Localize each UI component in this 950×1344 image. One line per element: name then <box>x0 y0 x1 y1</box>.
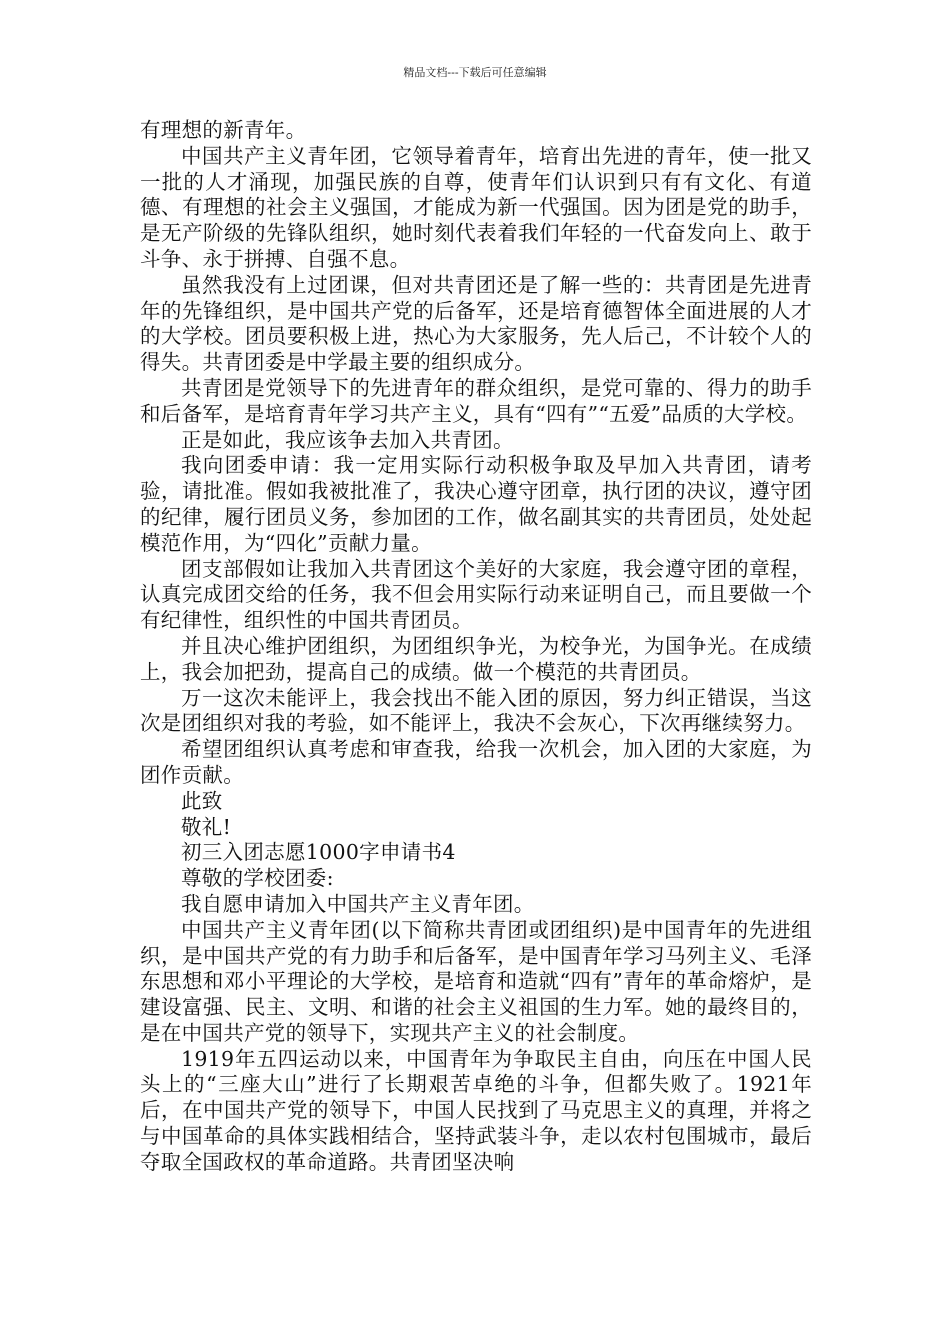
paragraph: 1919年五四运动以来，中国青年为争取民主自由，向压在中国人民头上的“三座大山”进行了长期艰苦卓绝的斗争，但都失败了。1921年后，在中国共产党的领导下，中国人民找到了马克思主义的真理，并将之与中国革命的具体实践相结合，坚持武装斗争，走以农村包围城市，最后夺取全国政权的革命道路。共青团坚决响 <box>140 1046 812 1174</box>
section-title: 初三入团志愿1000字申请书4 <box>181 840 456 865</box>
paragraph: 我自愿申请加入中国共产主义青年团。 <box>181 891 535 916</box>
closing-regards: 敬礼! <box>181 814 232 839</box>
paragraph: 正是如此，我应该争去加入共青团。 <box>181 427 514 452</box>
paragraph: 万一这次未能评上，我会找出不能入团的原因，努力纠正错误，当这次是团组织对我的考验，如不能评上，我决不会灰心，下次再继续努力。 <box>140 685 812 736</box>
paragraph: 我向团委申请：我一定用实际行动积极争取及早加入共青团，请考验，请批准。假如我被批准了，我决心遵守团章，执行团的决议，遵守团的纪律，履行团员义务，参加团的工作，做名副其实的共青团员，处处起模范作用，为“四化”贡献力量。 <box>140 453 812 555</box>
paragraph: 中国共产主义青年团，它领导着青年，培育出先进的青年，使一批又一批的人才涌现，加强民族的自尊，使青年们认识到只有有文化、有道德、有理想的社会主义强国，才能成为新一代强国。因为团是党的助手，是无产阶级的先锋队组织，她时刻代表着我们年轻的一代奋发向上、敢于斗争、永于拼搏、自强不息。 <box>140 143 812 271</box>
paragraph: 团支部假如让我加入共青团这个美好的大家庭，我会遵守团的章程，认真完成团交给的任务，我不但会用实际行动来证明自己，而且要做一个有纪律性，组织性的中国共青团员。 <box>140 556 812 633</box>
document-body <box>140 118 812 1176</box>
page-header: 精品文档---下载后可任意编辑 <box>403 66 547 79</box>
paragraph: 并且决心维护团组织，为团组织争光，为校争光，为国争光。在成绩上，我会加把劲，提高自己的成绩。做一个模范的共青团员。 <box>140 633 812 684</box>
paragraph-continuation: 有理想的新青年。 <box>140 118 307 142</box>
closing-salutation: 此致 <box>181 788 223 813</box>
paragraph: 希望团组织认真考虑和审查我，给我一次机会，加入团的大家庭，为团作贡献。 <box>140 737 812 787</box>
paragraph: 中国共产主义青年团(以下简称共青团或团组织)是中国青年的先进组织，是中国共产党的有力助手和后备军，是中国青年学习马列主义、毛泽东思想和邓小平理论的大学校，是培育和造就“四有”青年的革命熔炉，是建设富强、民主、文明、和谐的社会主义祖国的生力军。她的最终目的，是在中国共产党的领导下，实现共产主义的社会制度。 <box>140 917 812 1045</box>
paragraph: 虽然我没有上过团课，但对共青团还是了解一些的：共青团是先进青年的先锋组织，是中国共产党的后备军，还是培育德智体全面进展的人才的大学校。团员要积极上进，热心为大家服务，先人后己，不计较个人的得失。共青团委是中学最主要的组织成分。 <box>140 272 812 375</box>
letter-greeting: 尊敬的学校团委: <box>181 866 334 891</box>
paragraph: 共青团是党领导下的先进青年的群众组织，是党可靠的、得力的助手和后备军，是培育青年学习共产主义，具有“四有”“五爱”品质的大学校。 <box>140 375 812 426</box>
